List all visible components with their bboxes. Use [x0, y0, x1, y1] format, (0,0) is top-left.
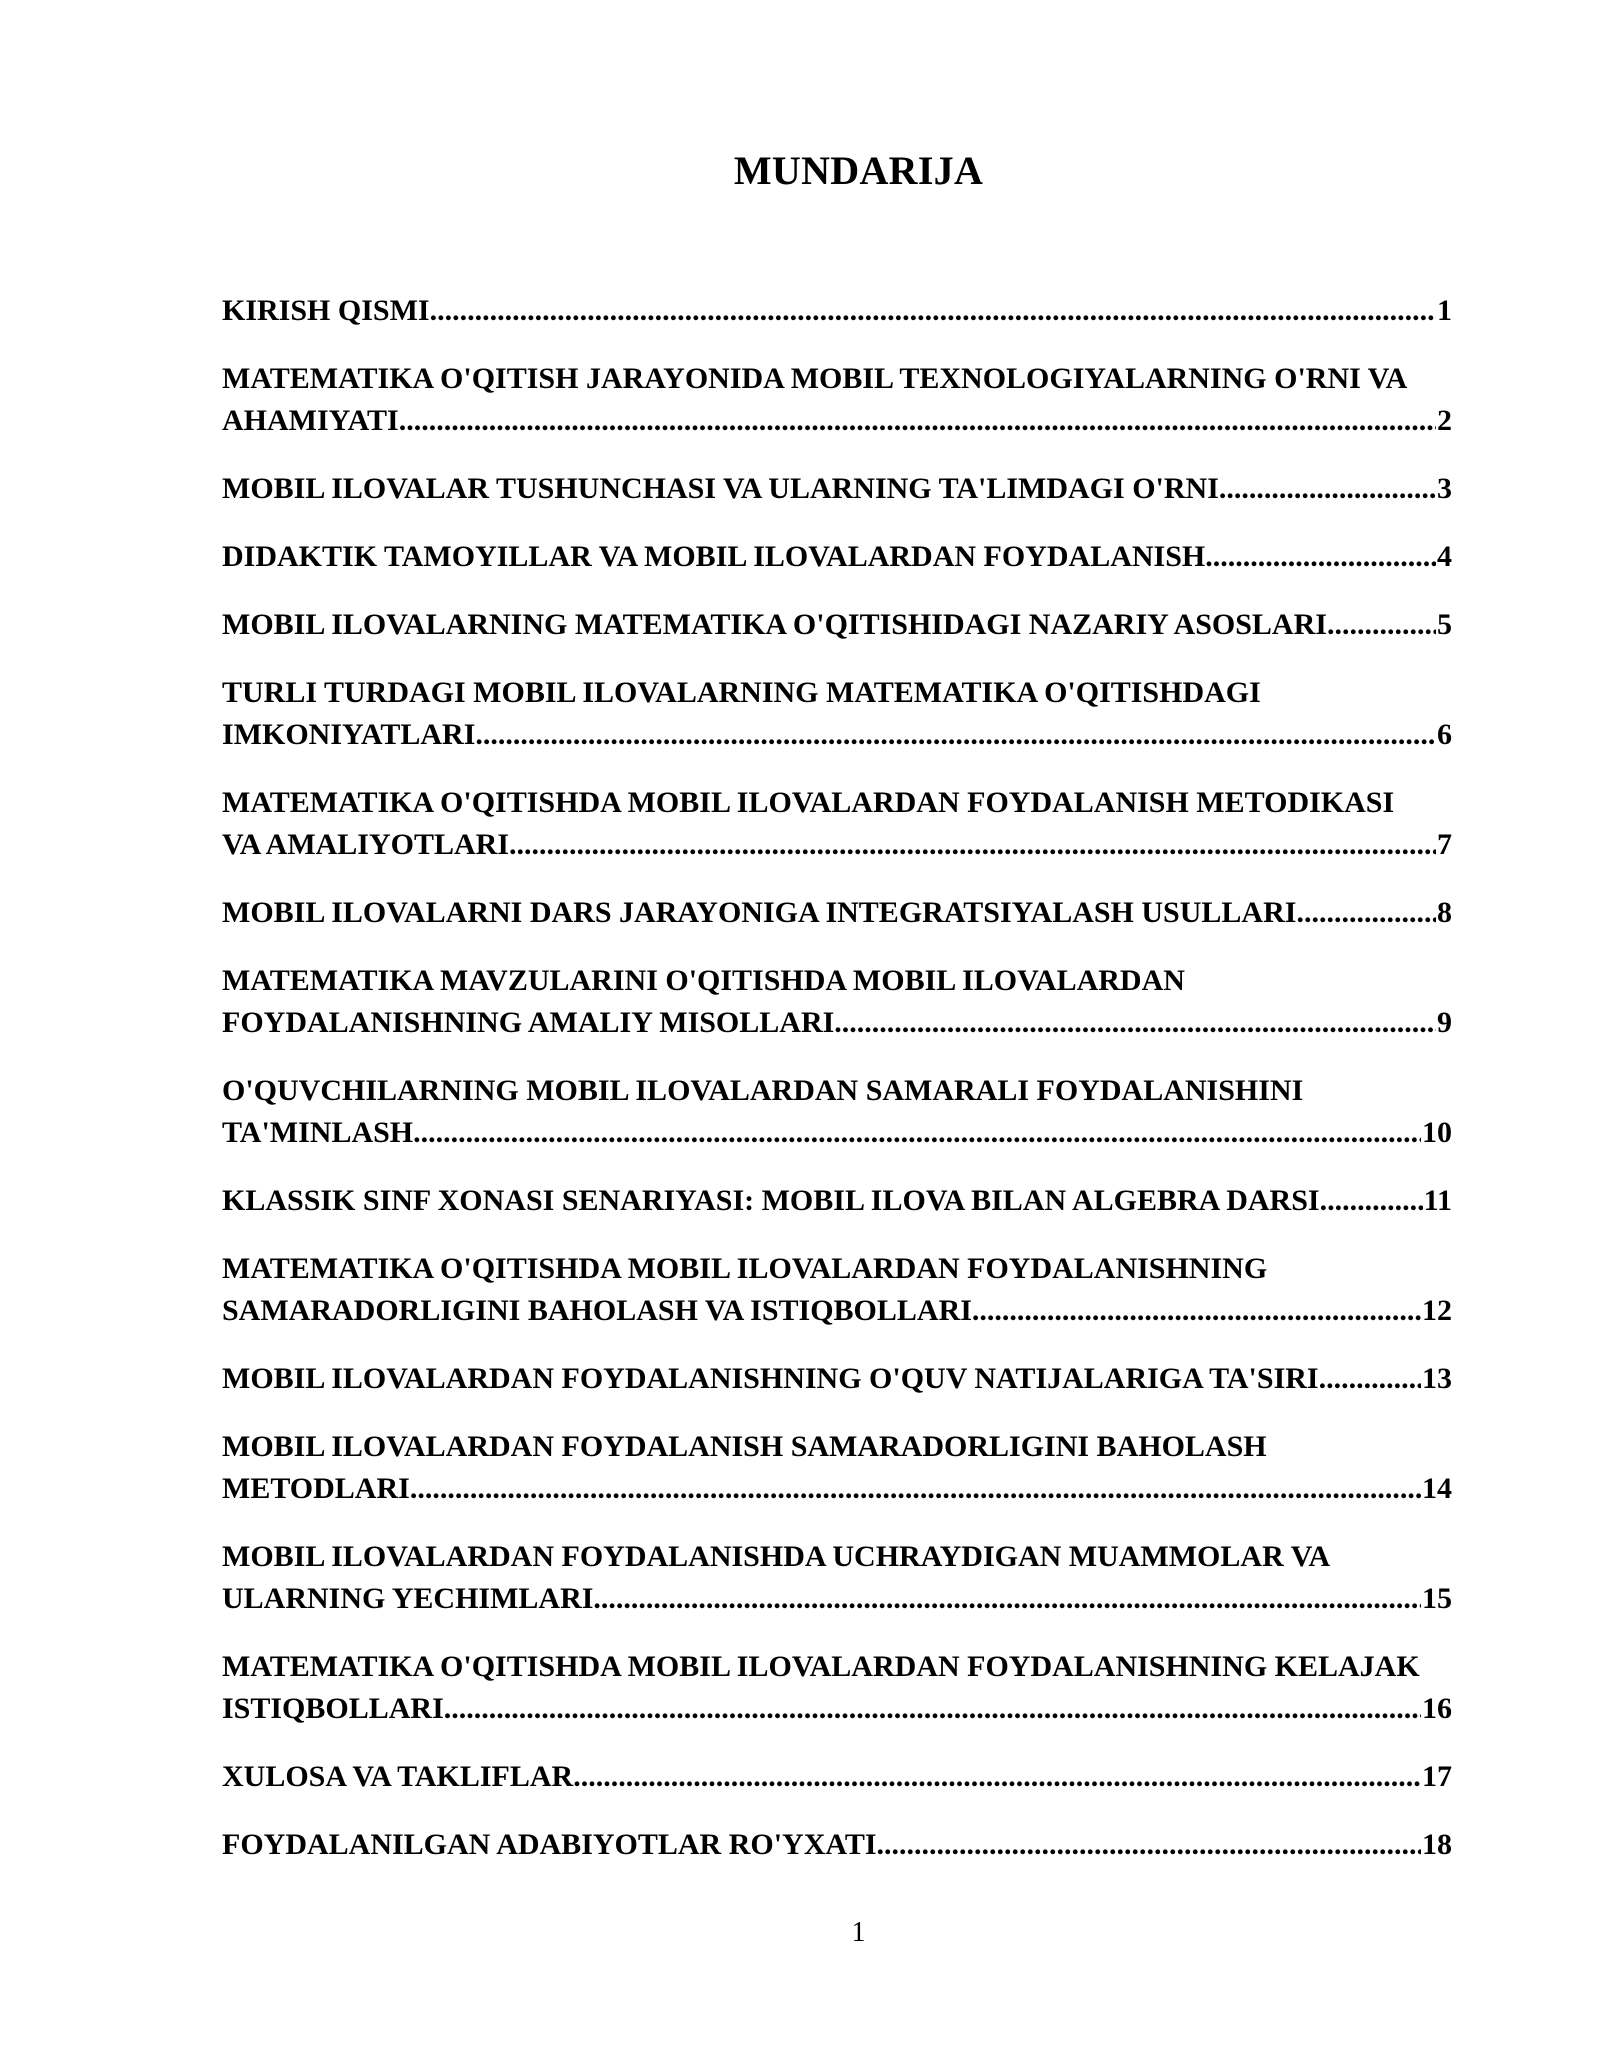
toc-entry-page-number: 15 — [1422, 1582, 1452, 1615]
toc-entry-page-number: 17 — [1422, 1760, 1452, 1793]
dot-leader — [1319, 1358, 1421, 1400]
toc-entry[interactable] — [222, 672, 1492, 756]
toc-entry-title: MOBIL ILOVALARDAN FOYDALANISHNING O'QUV NATIJALARIGA TA'SIRI — [222, 1362, 1319, 1395]
toc-entry-page-number: 16 — [1422, 1692, 1452, 1725]
toc-entry-title: DIDAKTIK TAMOYILLAR VA MOBIL ILOVALARDAN FOYDALANISH — [222, 540, 1206, 573]
toc-entry[interactable] — [222, 782, 1492, 866]
dot-leader — [877, 1824, 1421, 1866]
toc-entry-title: ULARNING YECHIMLARI — [222, 1582, 594, 1615]
toc-entry-title: MOBIL ILOVALARNI DARS JARAYONIGA INTEGRATSIYALASH USULLARI — [222, 896, 1297, 929]
toc-entry-title-line: MATEMATIKA O'QITISHDA MOBIL ILOVALARDAN FOYDALANISHNING KELAJAK — [222, 1650, 1420, 1683]
toc-entry-title-line: TURLI TURDAGI MOBIL ILOVALARNING MATEMATIKA O'QITISHDAGI — [222, 676, 1261, 709]
dot-leader — [413, 1112, 1421, 1154]
toc-entry-title: IMKONIYATLARI — [222, 718, 476, 751]
toc-entry-page-number: 12 — [1422, 1294, 1452, 1327]
dot-leader — [430, 290, 1436, 332]
toc-entry-title-line: MOBIL ILOVALARDAN FOYDALANISH SAMARADORLIGINI BAHOLASH — [222, 1430, 1267, 1463]
toc-entry[interactable] — [222, 604, 1492, 646]
dot-leader — [444, 1688, 1421, 1730]
toc-entry-page-number: 4 — [1437, 540, 1452, 573]
toc-entry-leader-line — [222, 604, 1452, 646]
toc-entry[interactable] — [222, 1180, 1492, 1222]
toc-entry[interactable] — [222, 892, 1492, 934]
toc-entry-title: FOYDALANISHNING AMALIY MISOLLARI — [222, 1006, 835, 1039]
toc-entry-leader-line — [222, 892, 1452, 934]
toc-entry-title: METODLARI — [222, 1472, 410, 1505]
toc-entry-page-number: 18 — [1422, 1828, 1452, 1861]
toc-entry-leader-line — [222, 1688, 1452, 1730]
dot-leader — [410, 1468, 1421, 1510]
toc-entry-title: KIRISH QISMI — [222, 294, 430, 327]
dot-leader — [1296, 892, 1436, 934]
table-of-contents — [222, 290, 1492, 1892]
toc-entry-leader-line — [222, 1756, 1452, 1798]
page-title: MUNDARIJA — [733, 148, 984, 193]
toc-entry-page-number: 13 — [1422, 1362, 1452, 1395]
dot-leader — [1219, 468, 1436, 510]
toc-entry-leader-line — [222, 1290, 1452, 1332]
toc-entry-title: ISTIQBOLLARI — [222, 1692, 444, 1725]
toc-entry-leader-line — [222, 714, 1452, 756]
toc-entry-page-number: 9 — [1437, 1006, 1452, 1039]
toc-entry-title: SAMARADORLIGINI BAHOLASH VA ISTIQBOLLARI — [222, 1294, 972, 1327]
dot-leader — [834, 1002, 1436, 1044]
toc-entry[interactable] — [222, 1646, 1492, 1730]
toc-entry-page-number: 14 — [1422, 1472, 1452, 1505]
dot-leader — [593, 1578, 1421, 1620]
toc-entry-leader-line — [222, 1180, 1452, 1222]
toc-entry-title: VA AMALIYOTLARI — [222, 828, 510, 861]
toc-entry-page-number: 10 — [1422, 1116, 1452, 1149]
toc-entry-leader-line — [222, 1824, 1452, 1866]
toc-entry-title-line: O'QUVCHILARNING MOBIL ILOVALARDAN SAMARALI FOYDALANISHINI — [222, 1074, 1304, 1107]
toc-entry-page-number: 3 — [1437, 472, 1452, 505]
toc-entry-title: MOBIL ILOVALAR TUSHUNCHASI VA ULARNING TA'LIMDAGI O'RNI — [222, 472, 1219, 505]
toc-entry-page-number: 5 — [1437, 608, 1452, 641]
toc-entry-title: KLASSIK SINF XONASI SENARIYASI: MOBIL ILOVA BILAN ALGEBRA DARSI — [222, 1184, 1320, 1217]
toc-entry-title-line: MATEMATIKA O'QITISHDA MOBIL ILOVALARDAN FOYDALANISHNING — [222, 1252, 1268, 1285]
toc-entry-leader-line — [222, 1002, 1452, 1044]
toc-entry-page-number: 11 — [1423, 1184, 1452, 1217]
toc-entry-title: MOBIL ILOVALARNING MATEMATIKA O'QITISHIDAGI NAZARIY ASOSLARI — [222, 608, 1327, 641]
toc-entry[interactable] — [222, 1824, 1492, 1866]
toc-entry[interactable] — [222, 1536, 1492, 1620]
toc-entry-title-line: MOBIL ILOVALARDAN FOYDALANISHDA UCHRAYDIGAN MUAMMOLAR VA — [222, 1540, 1331, 1573]
toc-entry-title: TA'MINLASH — [222, 1116, 414, 1149]
toc-entry-page-number: 8 — [1437, 896, 1452, 929]
toc-entry-leader-line — [222, 1468, 1452, 1510]
toc-entry-title: FOYDALANILGAN ADABIYOTLAR RO'YXATI — [222, 1828, 877, 1861]
toc-entry-leader-line — [222, 1112, 1452, 1154]
toc-entry[interactable] — [222, 1756, 1492, 1798]
dot-leader — [1320, 1180, 1423, 1222]
toc-entry-leader-line — [222, 290, 1452, 332]
toc-entry-leader-line — [222, 400, 1452, 442]
toc-entry-title-line: MATEMATIKA O'QITISHDA MOBIL ILOVALARDAN FOYDALANISH METODIKASI — [222, 786, 1395, 819]
page-number: 1 — [851, 1917, 866, 1948]
toc-entry[interactable] — [222, 536, 1492, 578]
dot-leader — [972, 1290, 1421, 1332]
toc-entry-leader-line — [222, 1358, 1452, 1400]
toc-entry-page-number: 6 — [1437, 718, 1452, 751]
toc-entry-page-number: 7 — [1437, 828, 1452, 861]
toc-entry[interactable] — [222, 1358, 1492, 1400]
toc-entry[interactable] — [222, 1426, 1492, 1510]
dot-leader — [399, 400, 1436, 442]
toc-entry-title: XULOSA VA TAKLIFLAR — [222, 1760, 574, 1793]
dot-leader — [475, 714, 1436, 756]
toc-entry[interactable] — [222, 358, 1492, 442]
toc-entry[interactable] — [222, 1070, 1492, 1154]
toc-entry[interactable] — [222, 960, 1492, 1044]
dot-leader — [509, 824, 1436, 866]
toc-entry[interactable] — [222, 290, 1492, 332]
toc-entry[interactable] — [222, 1248, 1492, 1332]
toc-entry-leader-line — [222, 468, 1452, 510]
toc-entry-leader-line — [222, 1578, 1452, 1620]
toc-entry[interactable] — [222, 468, 1492, 510]
toc-entry-leader-line — [222, 824, 1452, 866]
toc-entry-title-line: MATEMATIKA MAVZULARINI O'QITISHDA MOBIL ILOVALARDAN — [222, 964, 1185, 997]
toc-entry-leader-line — [222, 536, 1452, 578]
toc-entry-page-number: 2 — [1437, 404, 1452, 437]
toc-entry-title: AHAMIYATI — [222, 404, 399, 437]
toc-entry-title-line: MATEMATIKA O'QITISH JARAYONIDA MOBIL TEXNOLOGIYALARNING O'RNI VA — [222, 362, 1408, 395]
dot-leader — [1205, 536, 1436, 578]
dot-leader — [1327, 604, 1436, 646]
dot-leader — [573, 1756, 1421, 1798]
toc-entry-page-number: 1 — [1437, 294, 1452, 327]
